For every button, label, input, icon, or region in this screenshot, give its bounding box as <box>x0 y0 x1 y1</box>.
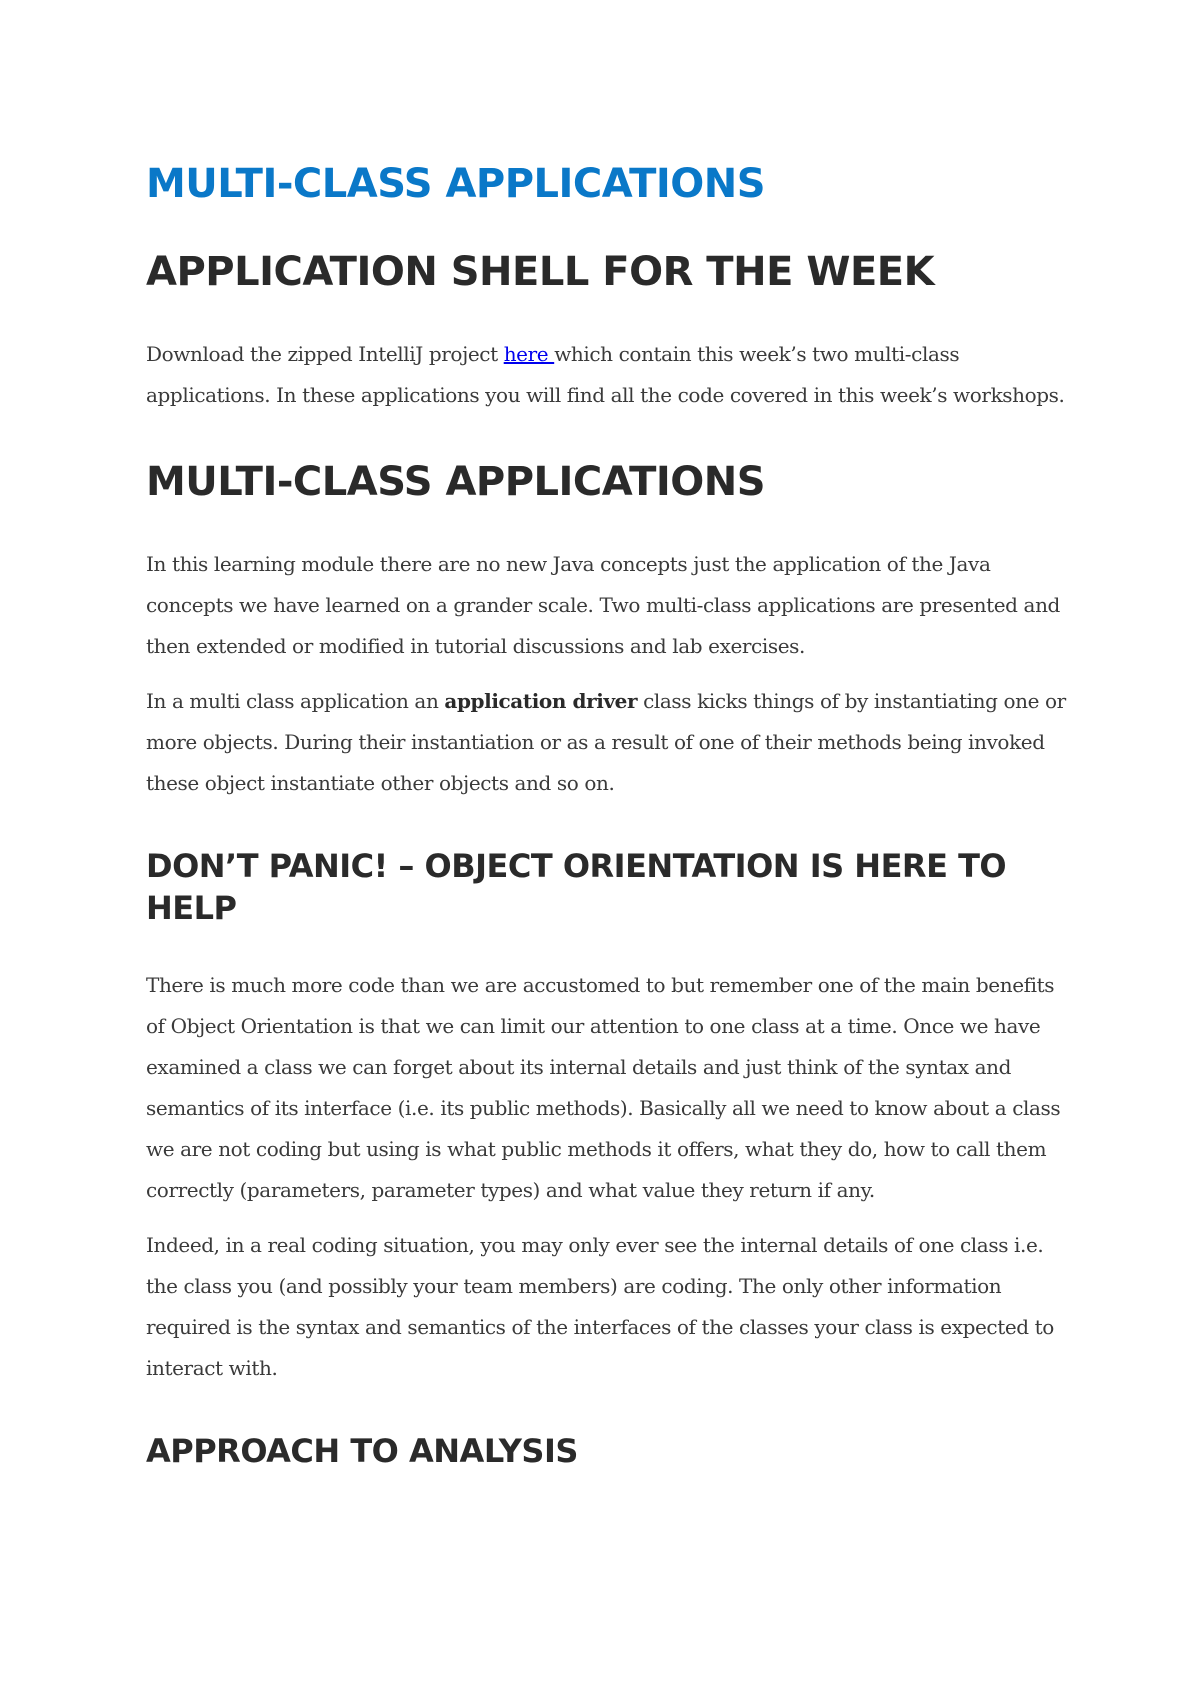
heading-application-shell: APPLICATION SHELL FOR THE WEEK <box>146 249 935 295</box>
download-text-before: Download the zipped IntelliJ project <box>146 342 504 366</box>
project-download-link[interactable]: here <box>503 342 555 366</box>
download-text-after: which contain this week’s two multi-class applications. In these applications you will find all the code covered in this week’s workshops. <box>146 342 1065 407</box>
heading-approach-analysis: APPROACH TO ANALYSIS <box>146 1432 578 1471</box>
paragraph-learning-module: In this learning module there are no new Java concepts just the application of the Java concepts we have learned on a grander scale. Two multi-class applications are presented and then extended or modified in tutorial discussions and lab exercises. <box>146 552 1060 658</box>
heading-dont-panic: DON’T PANIC! – OBJECT ORIENTATION IS HERE TO HELP <box>146 847 1007 927</box>
driver-text-after: class kicks things of by instantiating one or more objects. During their instantiation or as a result of one of their methods being invoked these object instantiate other objects and so on. <box>146 689 1066 795</box>
paragraph-more-code: There is much more code than we are accustomed to but remember one of the main benefits of Object Orientation is that we can limit our attention to one class at a time. Once we have examined a class we can forget about its internal details and just think of the syntax and semantics of its interface (i.e. its public methods). Basically all we need to know about a class we are not coding but using is what public methods it offers, what they do, how to call them correctly (parameters, parameter types) and what value they return if any. <box>146 973 1061 1203</box>
driver-text-before: In a multi class application an <box>146 689 445 713</box>
paragraph-application-driver <box>146 681 1076 804</box>
paragraph-real-coding: Indeed, in a real coding situation, you may only ever see the internal details of one class i.e. the class you (and possibly your team members) are coding. The only other information required is the syntax and semantics of the interfaces of the classes your class is expected to interact with. <box>146 1233 1054 1381</box>
heading-multi-class: MULTI-CLASS APPLICATIONS <box>146 459 766 505</box>
document-content <box>146 160 1076 1509</box>
document-title: MULTI-CLASS APPLICATIONS <box>146 161 766 207</box>
paragraph-download <box>146 334 1076 416</box>
application-driver-term: application driver <box>444 689 638 713</box>
